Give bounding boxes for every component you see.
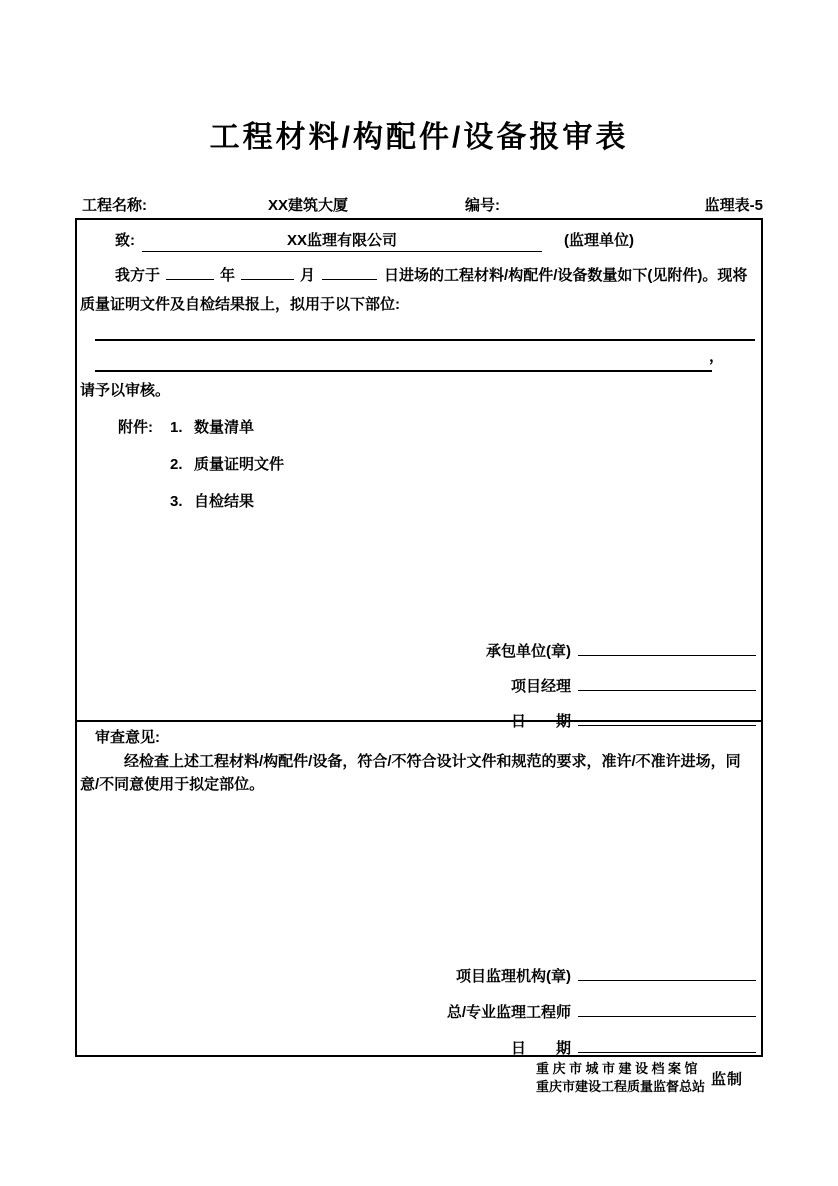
day-blank-field: [322, 263, 377, 280]
contractor-date-label: 日 期: [510, 713, 571, 730]
attachment-number: 1.: [170, 419, 183, 436]
contractor-section: [77, 220, 761, 730]
supervisor-signature-block: [401, 963, 756, 1071]
addressee-row: [115, 231, 634, 252]
project-name-label: 工程名称:: [82, 197, 147, 214]
project-manager-row: [401, 673, 756, 696]
date-suffix: 日进场的工程材料/构配件/设备数量如下(见附件)。现将: [384, 267, 748, 284]
attachment-item: [118, 455, 284, 475]
issued-by-label: 监制: [710, 1070, 743, 1088]
contractor-unit-label: 承包单位(章): [486, 643, 571, 660]
addressee-value-field: XX监理有限公司: [142, 231, 542, 252]
form-header-row: [75, 194, 763, 216]
attachment-number: 2.: [170, 456, 183, 473]
form-border-box: [75, 218, 763, 1057]
review-opinion-title: 审查意见:: [95, 729, 160, 746]
arrival-date-row: [115, 263, 747, 286]
separator-comma: ，: [708, 348, 724, 365]
issuing-authority-line1: 重庆市城市建设档案馆: [535, 1061, 701, 1076]
location-blank-line-1: [95, 339, 755, 341]
supervising-engineer-row: [401, 999, 756, 1022]
year-label: 年: [220, 267, 236, 284]
attachment-text: 自检结果: [194, 493, 255, 510]
attachment-text: 质量证明文件: [194, 456, 285, 473]
form-code: 监理表-5: [704, 197, 763, 214]
contractor-unit-row: [401, 638, 756, 661]
project-manager-blank-field: [578, 673, 756, 691]
location-blank-line-2: [95, 370, 712, 372]
addressee-suffix: (监理单位): [564, 232, 634, 249]
supervision-org-row: [401, 963, 756, 986]
issuing-authority-footer: [536, 1060, 743, 1096]
addressee-label: 致:: [115, 232, 135, 249]
document-number-label: 编号:: [465, 197, 500, 214]
attachment-item: [118, 492, 254, 512]
issuing-authority-names: [536, 1060, 705, 1096]
supervision-org-blank-field: [578, 963, 756, 981]
attachment-text: 数量清单: [194, 419, 255, 436]
project-manager-label: 项目经理: [510, 678, 571, 695]
review-opinion-body: 经检查上述工程材料/构配件/设备，符合/不符合设计文件和规范的要求，准许/不准许进场，同意/不同意使用于拟定部位。: [80, 753, 741, 793]
page-title: 工程材料/构配件/设备报审表: [209, 121, 629, 154]
supervision-org-label: 项目监理机构(章): [456, 968, 571, 985]
body-line: 质量证明文件及自检结果报上，拟用于以下部位:: [80, 296, 400, 313]
month-blank-field: [241, 263, 294, 280]
attachments-label: 附件:: [118, 419, 153, 436]
review-request-line: 请予以审核。: [80, 382, 171, 399]
supervisor-date-row: [401, 1035, 756, 1058]
supervisor-date-label: 日 期: [510, 1040, 571, 1057]
supervising-engineer-label: 总/专业监理工程师: [446, 1004, 571, 1021]
supervisor-date-blank-field: [578, 1035, 756, 1053]
date-prefix: 我方于: [115, 267, 161, 284]
month-label: 月: [300, 267, 316, 284]
supervising-engineer-blank-field: [578, 999, 756, 1017]
project-name-value: XX建筑大厦: [268, 197, 349, 214]
issuing-authority-line2: 重庆市建设工程质量监督总站: [535, 1079, 705, 1094]
contractor-unit-blank-field: [578, 638, 756, 656]
supervisor-section: [77, 722, 761, 1055]
year-blank-field: [166, 263, 214, 280]
attachment-number: 3.: [170, 493, 183, 510]
attachment-item: [118, 418, 254, 438]
